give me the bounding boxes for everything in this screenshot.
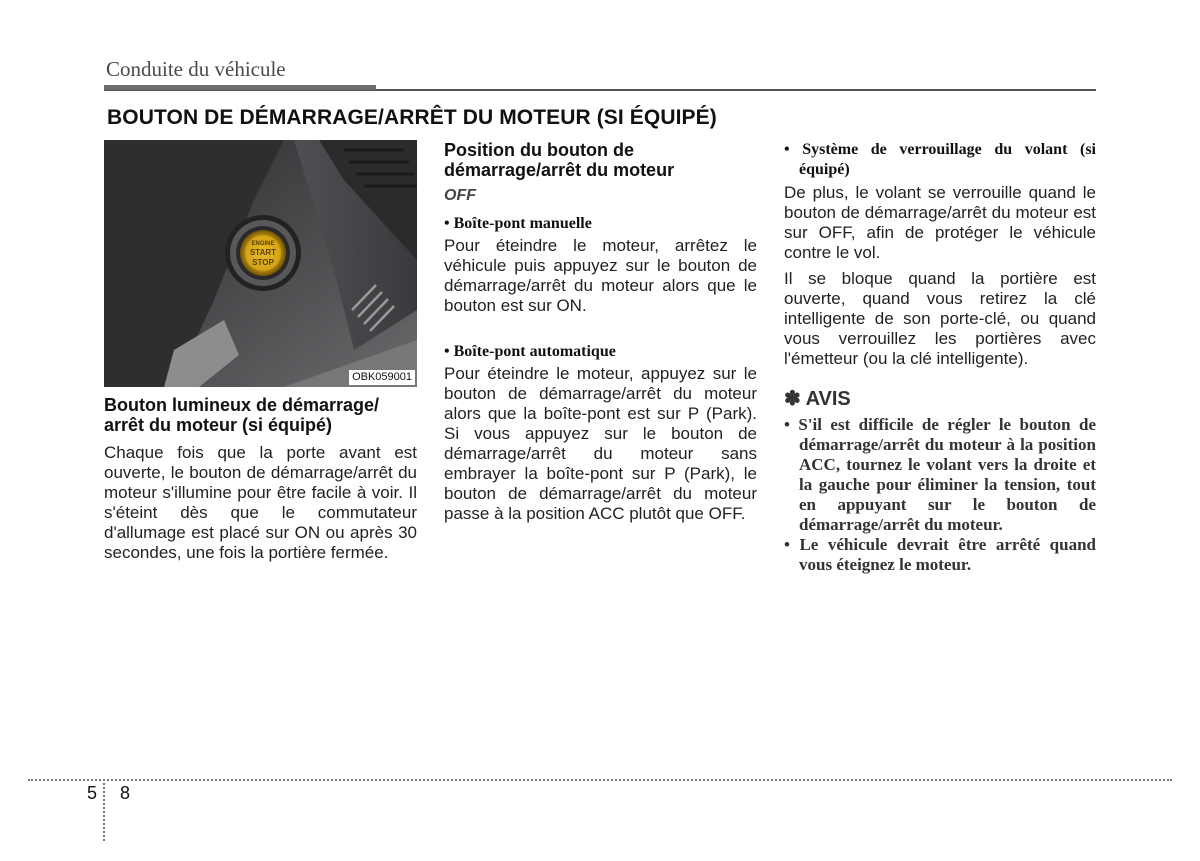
- illuminated-button-heading: Bouton lumineux de démarrage/ arrêt du moteur (si équipé): [104, 395, 380, 435]
- page-number: 5 8: [87, 783, 140, 803]
- automatic-transmission-text: Pour éteindre le moteur, appuyez sur le bouton de démarrage/arrêt du moteur alors que la boîte-pont est sur P (Park). Si vous appuyez sur le bouton de démarrage/arrêt du moteur sans embrayer la boîte-pont sur P (Park), le bouton de démarrage/arrêt du moteur passe à la position ACC plutôt que OFF.: [444, 364, 757, 523]
- footer-rule: [28, 779, 1172, 781]
- button-label-start: START: [249, 248, 277, 257]
- dashboard-illustration: [104, 140, 417, 387]
- button-label-engine: ENGINE: [251, 241, 275, 247]
- column-right: [784, 140, 1096, 575]
- automatic-transmission-title: • Boîte-pont automatique: [444, 343, 616, 360]
- manual-transmission-text: Pour éteindre le moteur, arrêtez le véhicule puis appuyez sur le bouton de démarrage/arrêt du moteur alors que le bouton est sur ON.: [444, 236, 757, 315]
- off-state-label: OFF: [444, 187, 476, 204]
- steering-lock-text-2: Il se bloque quand la portière est ouverte, quand vous retirez la clé intelligente de son porte-clé, ou quand vous verrouillez les portières avec l'émetteur (ou la clé intelligente).: [784, 269, 1096, 368]
- chapter-title: Conduite du véhicule: [106, 57, 286, 81]
- illuminated-button-text: Chaque fois que la porte avant est ouverte, le bouton de démarrage/arrêt du moteur s'illumine pour être facile à voir. Il s'éteint dès que le commutateur d'allumage est placé sur ON ou après 30 secondes, une fois la portière fermée.: [104, 443, 417, 562]
- notice-item: • S'il est difficile de régler le bouton de démarrage/arrêt du moteur à la position ACC, tournez le volant vers la droite et la gauche pour éliminer la tension, tout en appuyant sur le bouton de démarrage/arrêt du moteur.: [784, 415, 1096, 534]
- notice-item: • Le véhicule devrait être arrêté quand vous éteignez le moteur.: [784, 535, 1096, 574]
- steering-lock-title: • Système de verrouillage du volant (si équipé): [784, 141, 1096, 178]
- figure-code: OBK059001: [349, 370, 415, 385]
- position-heading: Position du bouton de démarrage/arrêt du moteur: [444, 140, 675, 180]
- steering-lock-text-1: De plus, le volant se verrouille quand le bouton de démarrage/arrêt du moteur est sur OFF, afin de protéger le véhicule contre le vol.: [784, 183, 1096, 262]
- section-title: BOUTON DE DÉMARRAGE/ARRÊT DU MOTEUR (SI ÉQUIPÉ): [107, 106, 717, 129]
- manual-transmission-title: • Boîte-pont manuelle: [444, 215, 592, 232]
- column-left: [104, 140, 417, 563]
- button-label-stop: STOP: [252, 258, 274, 267]
- header-rule-accent: [104, 85, 376, 90]
- start-button-photo: [104, 140, 417, 387]
- column-middle: [444, 140, 757, 524]
- notice-heading: ✽ AVIS: [784, 388, 851, 410]
